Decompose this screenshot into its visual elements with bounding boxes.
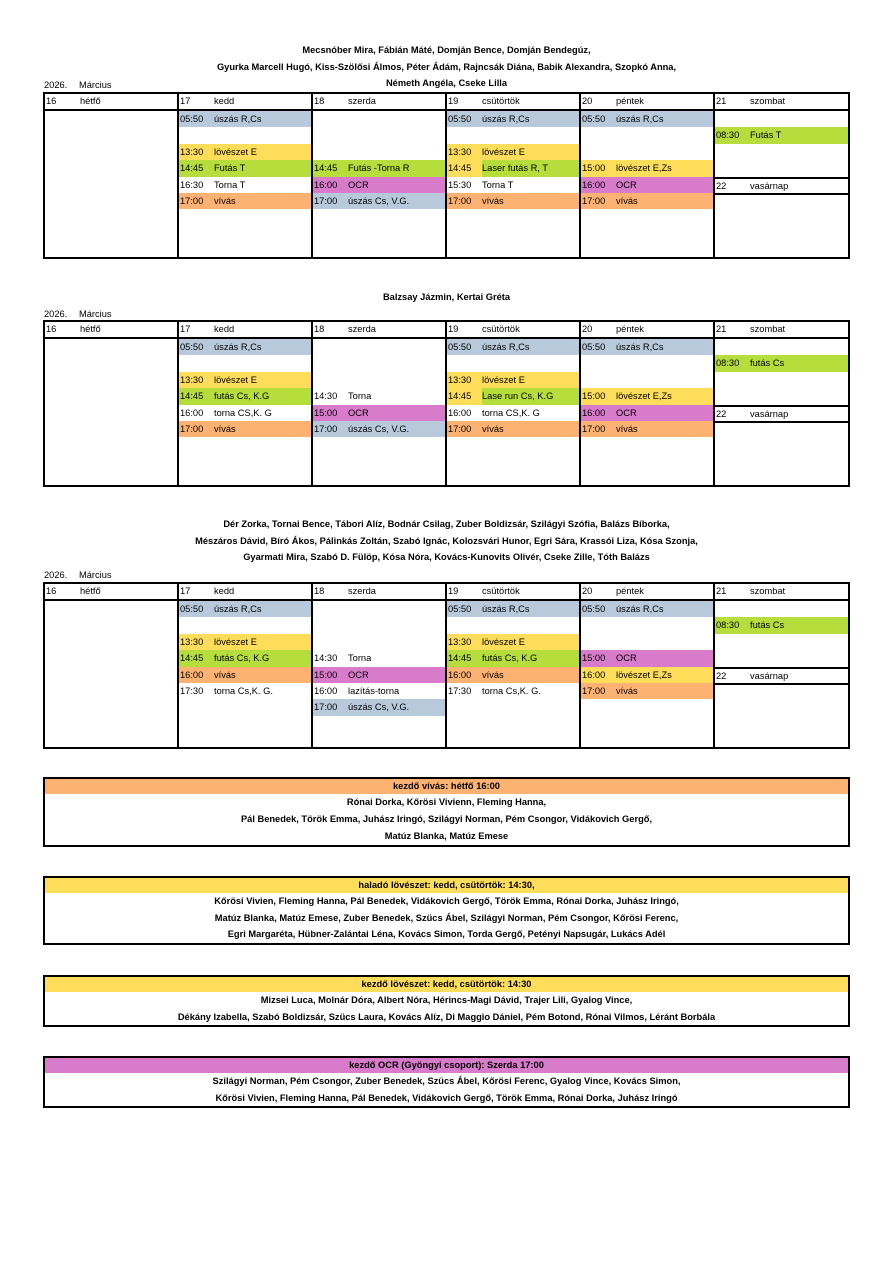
day-name: kedd xyxy=(214,96,235,106)
event-label: úszás R,Cs xyxy=(214,114,262,124)
event-time: 17:00 xyxy=(582,685,606,696)
day-number: 16 xyxy=(46,96,57,106)
event-time: 08:30 xyxy=(716,130,740,141)
calendar-event xyxy=(581,601,713,617)
event-time: 16:00 xyxy=(448,407,472,418)
event-time: 15:00 xyxy=(582,163,606,174)
calendar-event xyxy=(447,339,579,355)
day-number: 22 xyxy=(716,670,727,681)
event-label: Futás T xyxy=(750,130,782,141)
day-body-row xyxy=(44,110,849,258)
calendar-event xyxy=(581,339,713,355)
event-label: Futás T xyxy=(214,163,246,174)
box-line: Dékány Izabella, Szabó Boldizsár, Szücs Laura, Kovács Alíz, Di Maggio Dániel, Pém Botond, Rónai Vilmos, Léránt Borbála xyxy=(177,1011,716,1022)
event-label: Futás -Torna R xyxy=(348,163,410,174)
event-time: 16:00 xyxy=(582,669,606,680)
calendar-event xyxy=(179,405,311,421)
event-time: 17:00 xyxy=(180,195,204,206)
event-label: futás Cs, K.G xyxy=(214,653,270,664)
event-label: OCR xyxy=(348,669,369,680)
event-time: 17:00 xyxy=(582,423,606,434)
names-line: Dér Zorka, Tornai Bence, Tábori Alíz, Bodnár Csilag, Zuber Boldizsár, Szilágyi Szófia, Balázs Bíborka, xyxy=(223,519,670,529)
day-header-hetfo xyxy=(44,583,178,600)
calendar-event xyxy=(179,634,311,650)
day-number: 20 xyxy=(582,96,593,106)
calendar-event xyxy=(313,650,445,666)
day-name: kedd xyxy=(214,324,235,334)
day-column-szerda xyxy=(312,110,446,258)
day-number: 22 xyxy=(716,408,727,419)
day-name: kedd xyxy=(214,586,235,596)
calendar-event xyxy=(447,650,579,666)
event-label: lövészet E,Zs xyxy=(616,669,672,680)
day-number: 21 xyxy=(716,586,727,596)
names-line: Németh Angéla, Cseke Lilla xyxy=(385,78,508,88)
calendar-event xyxy=(447,388,579,404)
day-name: hétfő xyxy=(80,324,101,334)
month-label xyxy=(44,308,112,320)
calendar-event xyxy=(313,421,445,437)
event-time: 17:00 xyxy=(314,423,338,434)
event-label: lazítás-torna xyxy=(348,685,400,696)
event-time: 16:00 xyxy=(448,669,472,680)
day-header-csutortok xyxy=(446,321,580,338)
event-time: 17:30 xyxy=(448,685,472,696)
event-label: Torna T xyxy=(214,179,246,190)
day-header-row xyxy=(44,583,849,600)
event-label: OCR xyxy=(348,179,369,190)
box-line: Mizsei Luca, Molnár Dóra, Albert Nóra, Hérincs-Magi Dávid, Trajer Lili, Gyalog Vince, xyxy=(260,995,633,1005)
names-line: Gyarmati Mira, Szabó D. Fülöp, Kósa Nóra, Kovács-Kunovits Olivér, Cseke Zille, Tóth Balázs xyxy=(243,552,650,562)
event-label: Torna T xyxy=(482,179,514,190)
box-line: Szilágyi Norman, Pém Csongor, Zuber Benedek, Szücs Ábel, Kőrösi Ferenc, Gyalog Vince, Kovács Simon, xyxy=(212,1076,681,1086)
week-calendar-group-1 xyxy=(43,92,850,259)
day-header-vasarnap xyxy=(715,405,848,423)
event-time: 05:50 xyxy=(180,114,204,124)
day-number: 18 xyxy=(314,586,325,596)
calendar-event xyxy=(447,111,579,127)
calendar-event xyxy=(313,193,445,209)
day-body-row xyxy=(44,338,849,486)
calendar-event xyxy=(447,144,579,160)
box-line: Matúz Blanka, Matúz Emese, Zuber Benedek, Szücs Ábel, Szilágyi Norman, Pém Csongor, Kőrösi Ferenc, xyxy=(214,912,679,923)
box-line: Kőrösi Vivien, Fleming Hanna, Pál Benedek, Vidákovich Gergő, Török Emma, Rónai Dorka, Juhász Iringó, xyxy=(214,896,679,906)
event-label: úszás Cs, V.G. xyxy=(348,195,410,206)
names-line: Balzsay Jázmin, Kertai Gréta xyxy=(382,292,511,302)
event-label: úszás R,Cs xyxy=(616,604,664,614)
event-time: 05:50 xyxy=(180,604,204,614)
event-label: torna Cs,K. G. xyxy=(214,685,273,696)
day-header-szerda xyxy=(312,583,446,600)
day-column-csutortok xyxy=(446,110,580,258)
day-column-kedd xyxy=(178,600,312,748)
event-time: 13:30 xyxy=(180,146,204,157)
calendar-event xyxy=(179,339,311,355)
day-column-pentek xyxy=(580,600,714,748)
day-header-kedd xyxy=(178,93,312,110)
event-label: vívás xyxy=(616,423,638,434)
event-time: 17:00 xyxy=(180,423,204,434)
day-name: péntek xyxy=(616,96,644,106)
day-header-csutortok xyxy=(446,583,580,600)
event-time: 16:00 xyxy=(582,179,606,190)
event-label: torna CS,K. G xyxy=(214,407,272,418)
event-time: 15:00 xyxy=(582,391,606,402)
event-time: 14:45 xyxy=(447,160,482,176)
event-label: vívás xyxy=(214,669,236,680)
day-number: 20 xyxy=(582,586,593,596)
calendar-event xyxy=(179,601,311,617)
event-time: 05:50 xyxy=(582,114,606,124)
day-header-kedd xyxy=(178,321,312,338)
event-label: Lase run Cs, K.G xyxy=(482,391,554,402)
event-label: lövészet E,Zs xyxy=(616,391,672,402)
calendar-event xyxy=(447,634,579,650)
day-header-csutortok xyxy=(446,93,580,110)
event-time: 14:45 xyxy=(180,391,204,402)
event-label: vívás xyxy=(214,195,236,206)
calendar-event xyxy=(581,667,713,683)
event-time: 13:30 xyxy=(448,146,472,157)
day-number: 21 xyxy=(716,324,727,334)
calendar-event xyxy=(581,111,713,127)
event-label: torna CS,K. G xyxy=(482,407,540,418)
event-label: torna Cs,K. G. xyxy=(482,685,541,696)
event-label: vívás xyxy=(616,195,638,206)
calendar-event xyxy=(179,683,311,699)
day-number: 22 xyxy=(716,180,727,191)
event-time: 14:45 xyxy=(180,653,204,664)
day-header-pentek xyxy=(580,321,714,338)
day-header-kedd xyxy=(178,583,312,600)
day-number: 17 xyxy=(180,324,191,334)
calendar-event xyxy=(715,355,848,371)
calendar-event xyxy=(581,193,713,209)
day-header-vasarnap xyxy=(715,177,848,195)
day-name: hétfő xyxy=(80,96,101,106)
event-label: vívás xyxy=(482,669,504,680)
day-name: vasárnap xyxy=(750,180,789,191)
calendar-event xyxy=(447,667,579,683)
event-time: 13:30 xyxy=(180,374,204,385)
box-title: kezdő lövészet: kedd, csütörtök: 14:30 xyxy=(45,977,848,992)
calendar-event xyxy=(179,421,311,437)
event-time: 15:00 xyxy=(314,407,338,418)
calendar-event xyxy=(581,650,713,666)
day-name: szerda xyxy=(348,586,376,596)
event-time: 08:30 xyxy=(716,620,740,631)
event-time: 14:30 xyxy=(314,391,338,402)
week-calendar-group-3 xyxy=(43,582,850,749)
day-name: szerda xyxy=(348,324,376,334)
day-header-vasarnap xyxy=(715,667,848,685)
day-header-pentek xyxy=(580,93,714,110)
calendar-event xyxy=(179,144,311,160)
month-label xyxy=(44,569,112,581)
day-header-hetfo xyxy=(44,321,178,338)
event-label: futás Cs, K.G xyxy=(482,653,538,664)
event-label: úszás R,Cs xyxy=(214,342,262,352)
day-body-row xyxy=(44,600,849,748)
day-column-szombat xyxy=(714,600,849,748)
month-label xyxy=(44,79,112,91)
calendar-event xyxy=(447,421,579,437)
calendar-event xyxy=(179,372,311,388)
day-column-hetfo xyxy=(44,338,178,486)
month: Március xyxy=(79,80,112,90)
day-number: 20 xyxy=(582,324,593,334)
calendar-event xyxy=(447,193,579,209)
event-time: 15:30 xyxy=(448,179,472,190)
day-header-szombat xyxy=(714,321,849,338)
calendar-event xyxy=(581,160,713,176)
event-label: lövészet E xyxy=(482,146,525,157)
event-time: 13:30 xyxy=(448,636,472,647)
event-time: 13:30 xyxy=(180,636,204,647)
box-line: Kőrösi Vivien, Fleming Hanna, Pál Benedek, Vidákovich Gergő, Török Emma, Rónai Dorka, Juhász Iringó xyxy=(215,1092,678,1103)
calendar-event xyxy=(313,699,445,715)
calendar-event xyxy=(581,388,713,404)
group-2-names xyxy=(43,289,850,306)
event-label: úszás R,Cs xyxy=(616,342,664,352)
event-label: vívás xyxy=(482,195,504,206)
calendar-event xyxy=(447,683,579,699)
event-time: 17:00 xyxy=(314,195,338,206)
calendar-event xyxy=(581,683,713,699)
month: Március xyxy=(79,309,112,319)
day-column-csutortok xyxy=(446,600,580,748)
day-name: csütörtök xyxy=(482,96,520,106)
year: 2026. xyxy=(44,570,68,580)
event-time: 05:50 xyxy=(180,342,204,352)
event-time: 14:45 xyxy=(314,163,338,174)
event-time: 16:00 xyxy=(314,685,338,696)
calendar-event xyxy=(179,160,311,176)
event-label: úszás R,Cs xyxy=(616,114,664,124)
calendar-event xyxy=(313,667,445,683)
day-number: 19 xyxy=(448,324,459,334)
day-header-szerda xyxy=(312,93,446,110)
event-time: 14:45 xyxy=(448,653,472,664)
calendar-event xyxy=(179,388,311,404)
box-line: Pál Benedek, Török Emma, Juhász Iringó, Szilágyi Norman, Pém Csongor, Vidákovich Gergő, xyxy=(240,813,653,824)
calendar-event xyxy=(447,372,579,388)
event-time: 13:30 xyxy=(448,374,472,385)
box-kezdo-vivas xyxy=(43,777,850,847)
calendar-event xyxy=(313,405,445,421)
day-name: péntek xyxy=(616,324,644,334)
event-label: lövészet E xyxy=(482,636,525,647)
day-column-hetfo xyxy=(44,600,178,748)
event-time: 15:00 xyxy=(582,653,606,664)
event-time: 17:30 xyxy=(180,685,204,696)
event-time: 15:00 xyxy=(314,669,338,680)
event-label: futás Cs, K.G xyxy=(214,391,270,402)
event-label: úszás Cs, V.G. xyxy=(348,702,410,713)
event-label: Torna xyxy=(348,653,372,664)
day-number: 21 xyxy=(716,96,727,106)
event-label: lövészet E xyxy=(214,636,257,647)
calendar-event xyxy=(179,667,311,683)
event-time: 17:00 xyxy=(448,423,472,434)
event-label: futás Cs xyxy=(750,620,785,631)
event-time: 17:00 xyxy=(314,702,338,713)
event-time: 05:50 xyxy=(448,604,472,614)
event-time: 17:00 xyxy=(582,195,606,206)
box-kezdo-ocr xyxy=(43,1056,850,1108)
day-column-szerda xyxy=(312,600,446,748)
calendar-event xyxy=(313,388,445,404)
day-name: vasárnap xyxy=(750,670,789,681)
day-name: vasárnap xyxy=(750,408,789,419)
group-1-names xyxy=(43,42,850,92)
day-header-szombat xyxy=(714,93,849,110)
day-name: szombat xyxy=(750,96,786,106)
day-name: csütörtök xyxy=(482,324,520,334)
event-label: Laser futás R, T xyxy=(482,163,548,174)
event-label: lövészet E,Zs xyxy=(616,163,672,174)
event-label: úszás R,Cs xyxy=(482,114,530,124)
event-label: úszás Cs, V.G. xyxy=(348,423,410,434)
day-column-szombat xyxy=(714,338,849,486)
day-number: 18 xyxy=(314,324,325,334)
day-column-kedd xyxy=(178,338,312,486)
calendar-event xyxy=(313,683,445,699)
event-time: 16:30 xyxy=(180,179,204,190)
event-time: 17:00 xyxy=(448,195,472,206)
box-line: Matúz Blanka, Matúz Emese xyxy=(384,831,509,841)
event-label: OCR xyxy=(616,407,637,418)
box-title: kezdő OCR (Gyöngyi csoport): Szerda 17:00 xyxy=(45,1058,848,1073)
day-number: 16 xyxy=(46,586,57,596)
year: 2026. xyxy=(44,309,68,319)
day-number: 16 xyxy=(46,324,57,334)
event-time: 14:30 xyxy=(314,653,338,664)
day-number: 17 xyxy=(180,586,191,596)
calendar-event xyxy=(179,111,311,127)
event-time: 14:45 xyxy=(447,388,482,404)
day-column-pentek xyxy=(580,110,714,258)
day-number: 19 xyxy=(448,586,459,596)
names-line: Mecsnóber Mira, Fábián Máté, Domján Bence, Domján Bendegúz, xyxy=(302,45,591,55)
group-3-names xyxy=(43,516,850,566)
day-header-row xyxy=(44,321,849,338)
day-column-kedd xyxy=(178,110,312,258)
event-time: 16:00 xyxy=(180,669,204,680)
box-line: Egri Margaréta, Hübner-Zalántai Léna, Kovács Simon, Torda Gergő, Petényi Napsugár, Lukács Adél xyxy=(227,929,666,939)
event-label: úszás R,Cs xyxy=(482,342,530,352)
month: Március xyxy=(79,570,112,580)
event-label: OCR xyxy=(616,653,637,664)
event-time: 08:30 xyxy=(716,358,740,369)
box-kezdo-loveszet xyxy=(43,975,850,1027)
day-name: szerda xyxy=(348,96,376,106)
event-label: úszás R,Cs xyxy=(482,604,530,614)
calendar-event xyxy=(581,421,713,437)
calendar-event xyxy=(313,177,445,193)
event-time: 16:00 xyxy=(314,179,338,190)
box-title: haladó lövészet: kedd, csütörtök: 14:30, xyxy=(45,878,848,893)
event-time: 16:00 xyxy=(582,407,606,418)
names-line: Gyurka Marcell Hugó, Kiss-Szölősi Álmos, Péter Ádám, Rajncsák Diána, Babik Alexandra, Szopkó Anna, xyxy=(216,61,677,72)
calendar-event xyxy=(447,160,579,176)
calendar-event xyxy=(715,617,848,633)
event-label: futás Cs xyxy=(750,358,785,369)
calendar-event xyxy=(447,601,579,617)
day-name: péntek xyxy=(616,586,644,596)
calendar-event xyxy=(179,650,311,666)
day-header-pentek xyxy=(580,583,714,600)
event-label: vívás xyxy=(616,685,638,696)
names-line: Mészáros Dávid, Bíró Ákos, Pálinkás Zoltán, Szabó Ignác, Kolozsvári Hunor, Egri Sára, Krassói Liza, Kósa Szonja, xyxy=(195,535,698,546)
calendar-event xyxy=(447,177,579,193)
event-label: lövészet E xyxy=(214,146,257,157)
calendar-event xyxy=(447,405,579,421)
week-calendar-group-2 xyxy=(43,320,850,487)
calendar-event xyxy=(179,193,311,209)
day-name: szombat xyxy=(750,586,786,596)
day-number: 17 xyxy=(180,96,191,106)
calendar-event xyxy=(313,160,445,176)
calendar-event xyxy=(179,177,311,193)
event-label: lövészet E xyxy=(214,374,257,385)
day-name: hétfő xyxy=(80,586,101,596)
day-header-szerda xyxy=(312,321,446,338)
event-label: úszás R,Cs xyxy=(214,604,262,614)
event-label: vívás xyxy=(214,423,236,434)
day-column-szerda xyxy=(312,338,446,486)
calendar-event xyxy=(715,127,848,143)
event-label: lövészet E xyxy=(482,374,525,385)
box-title: kezdő vívás: hétfő 16:00 xyxy=(45,779,848,794)
event-time: 05:50 xyxy=(582,604,606,614)
day-header-hetfo xyxy=(44,93,178,110)
event-label: Torna xyxy=(348,391,372,402)
day-number: 18 xyxy=(314,96,325,106)
day-name: szombat xyxy=(750,324,786,334)
event-time: 05:50 xyxy=(582,342,606,352)
day-column-pentek xyxy=(580,338,714,486)
event-label: OCR xyxy=(616,179,637,190)
event-time: 05:50 xyxy=(448,114,472,124)
event-label: vívás xyxy=(482,423,504,434)
day-number: 19 xyxy=(448,96,459,106)
day-column-hetfo xyxy=(44,110,178,258)
event-time: 14:45 xyxy=(180,163,204,174)
calendar-event xyxy=(581,177,713,193)
calendar-event xyxy=(581,405,713,421)
day-header-szombat xyxy=(714,583,849,600)
day-column-csutortok xyxy=(446,338,580,486)
box-line: Rónai Dorka, Kőrösi Vivienn, Fleming Hanna, xyxy=(346,797,547,807)
day-header-row xyxy=(44,93,849,110)
event-label: OCR xyxy=(348,407,369,418)
event-time: 05:50 xyxy=(448,342,472,352)
day-name: csütörtök xyxy=(482,586,520,596)
year: 2026. xyxy=(44,80,68,90)
event-time: 16:00 xyxy=(180,407,204,418)
day-column-szombat xyxy=(714,110,849,258)
box-halado-loveszet xyxy=(43,876,850,945)
